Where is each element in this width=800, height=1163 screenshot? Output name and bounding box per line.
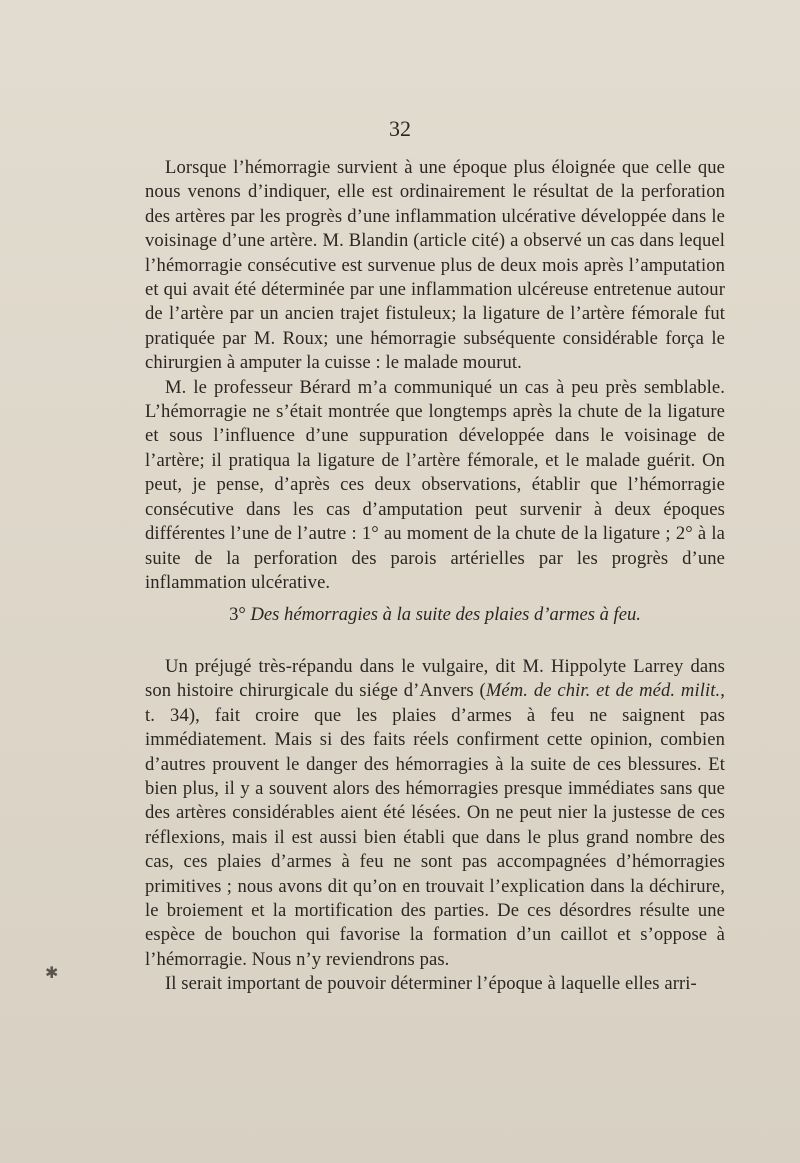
citation: Mém. de chir. et de méd. milit. — [485, 680, 721, 702]
section-number: 3° — [229, 604, 246, 625]
section-heading — [145, 604, 725, 626]
margin-mark: ✱ — [45, 965, 59, 982]
paragraph — [145, 655, 725, 972]
paragraph: M. le professeur Bérard m’a communiqué un cas à peu près semblable. L’hémorragie ne s’était montrée que longtemps après la chute de la ligature et sous l’influence d’une suppuration développée dans le voisinage de l’artère; il pratiqua la ligature de l’artère fémorale, et le malade guérit. On peut, je pense, d’après ces deux observations, établir que l’hémorragie consécutive dans les cas d’amputation peut survenir à deux époques différentes l’une de l’autre : 1° au moment de la chute de la ligature ; 2° à la suite de la perforation des parois artérielles par les progrès d’une inflammation ulcérative. — [145, 376, 725, 593]
paragraph: Il serait important de pouvoir déterminer l’époque à laquelle elles arri- — [165, 973, 697, 995]
section-title: Des hémorragies à la suite des plaies d’armes à feu. — [250, 604, 641, 625]
paragraph: Lorsque l’hémorragie survient à une époque plus éloignée que celle que nous venons d’indiquer, elle est ordinairement le résultat de la perforation des artères par les progrès d’une inflammation ulcérative développée dans le voisinage d’une artère. M. Blandin (article cité) a observé un cas dans lequel l’hémorragie consécutive est survenue plus de deux mois après l’amputation et qui avait été déterminée par une inflammation ulcéreuse entretenue autour de l’artère par un ancien trajet fistuleux; la ligature de l’artère fémorale fut pratiquée par M. Roux; une hémorragie subséquente considérable força le chirurgien à amputer la cuisse : le malade mourut. — [145, 157, 725, 374]
body-text-top — [145, 156, 725, 595]
paragraph-text: Un préjugé très-répandu dans le vulgaire, dit M. Hippolyte Larrey dans son histoire chirurgicale du siége d’Anvers ( — [145, 656, 725, 702]
page-number: 32 — [389, 116, 411, 141]
body-text-bottom — [145, 655, 725, 997]
paragraph-text: , t. 34), fait croire que les plaies d’armes à feu ne saignent pas immédiatement. Mais si des faits réels confirment cette opinion, combien d’autres prouvent le danger des hémorragies à la suite de ces blessures. Et bien plus, il y a souvent alors des hémorragies presque immédiates sans que des artères considérables aient été lésées. On ne peut nier la justesse de ces réflexions, mais il est aussi bien établi que dans le plus grand nombre des cas, ces plaies d’armes à feu ne sont pas accompagnées d’hémorragies primitives ; nous avons dit qu’on en trouvait l’explication dans la déchirure, le broiement et la mortification des parties. De ces désordres résulte une espèce de bouchon qui favorise la formation d’un caillot et s’oppose à l’hémorragie. Nous n’y reviendrons pas. — [145, 680, 726, 970]
